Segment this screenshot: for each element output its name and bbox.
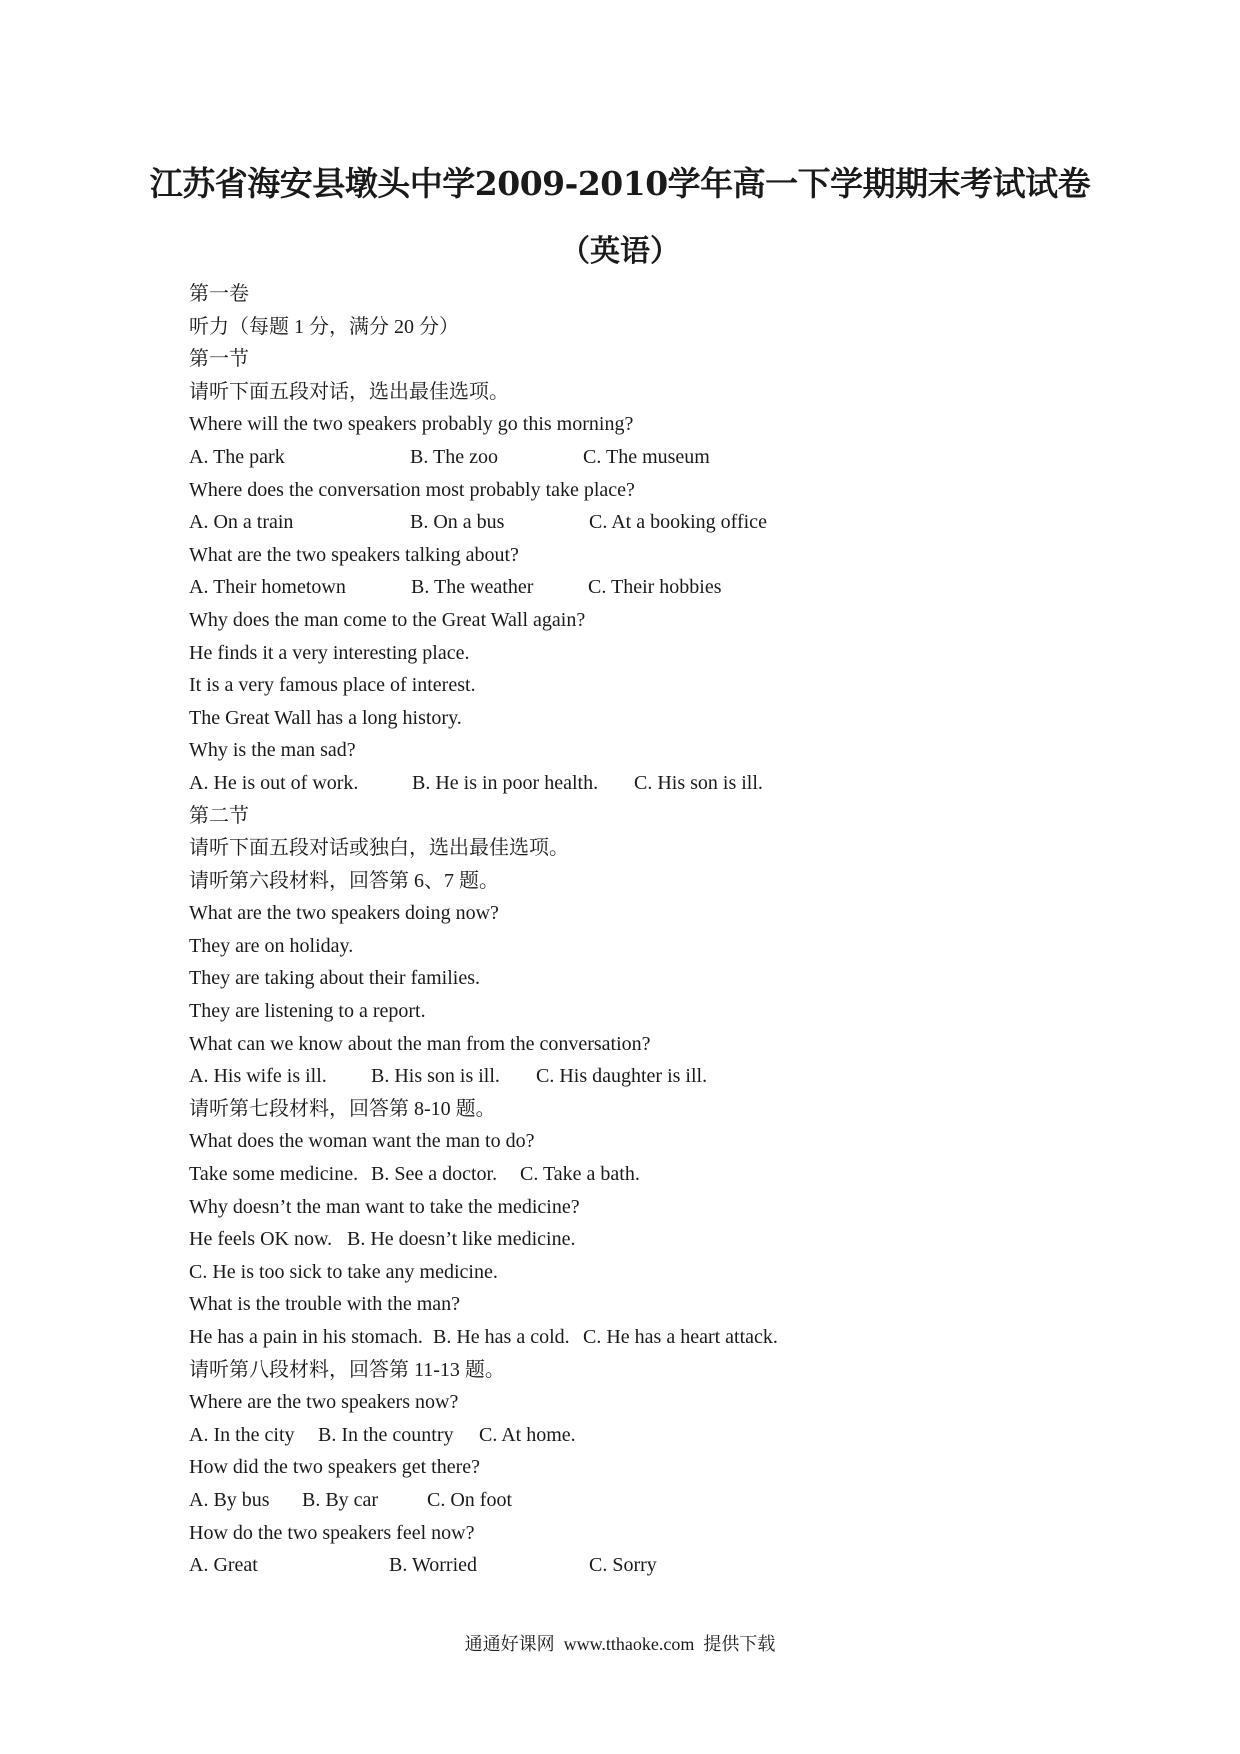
answer-options bbox=[189, 1060, 1149, 1093]
text-line: What are the two speakers doing now? bbox=[189, 902, 499, 925]
answer-option: B. He is in poor health. bbox=[412, 771, 599, 794]
answer-option: He has a pain in his stomach. bbox=[189, 1326, 423, 1348]
text-line: Where are the two speakers now? bbox=[189, 1391, 459, 1414]
text-line: What can we know about the man from the conversation? bbox=[189, 1032, 651, 1055]
text-line: How do the two speakers feel now? bbox=[189, 1521, 475, 1544]
answer-option: A. The park bbox=[189, 445, 285, 468]
text-line: Where will the two speakers probably go this morning? bbox=[189, 413, 634, 436]
answer-options bbox=[189, 767, 1149, 800]
answer-options bbox=[189, 1321, 1149, 1354]
text-line: They are listening to a report. bbox=[189, 1000, 426, 1023]
answer-option: A. He is out of work. bbox=[189, 771, 359, 794]
answer-option: A. Their hometown bbox=[189, 576, 346, 599]
answer-options bbox=[189, 1549, 1149, 1582]
page-subtitle: （英语） bbox=[560, 234, 680, 269]
text-line: 请听下面五段对话，选出最佳选项。 bbox=[189, 380, 509, 403]
answer-option: B. He doesn’t like medicine. bbox=[347, 1228, 576, 1251]
text-line: What are the two speakers talking about? bbox=[189, 543, 519, 566]
text-line: 请听第六段材料，回答第 6、7 题。 bbox=[189, 869, 499, 892]
answer-option: C. The museum bbox=[583, 445, 710, 468]
text-line: 请听第八段材料，回答第 11-13 题。 bbox=[189, 1358, 505, 1381]
text-line: It is a very famous place of interest. bbox=[189, 674, 476, 697]
answer-option: B. See a doctor. bbox=[371, 1163, 498, 1186]
answer-option: B. In the country bbox=[318, 1423, 454, 1446]
answer-option: C. At a booking office bbox=[589, 511, 767, 534]
answer-option: B. Worried bbox=[389, 1554, 478, 1577]
text-line: 听力（每题 1 分，满分 20 分） bbox=[189, 315, 459, 338]
text-line: 第一卷 bbox=[189, 283, 249, 305]
answer-options bbox=[189, 441, 1149, 474]
text-line: The Great Wall has a long history. bbox=[189, 706, 462, 729]
answer-option: A. His wife is ill. bbox=[189, 1065, 327, 1088]
answer-option: C. Take a bath. bbox=[520, 1163, 640, 1186]
answer-options bbox=[189, 1223, 1149, 1256]
answer-option: A. On a train bbox=[189, 511, 294, 534]
answer-options bbox=[189, 506, 1149, 539]
answer-option: B. He has a cold. bbox=[433, 1326, 570, 1348]
answer-option: B. The weather bbox=[411, 576, 534, 599]
text-line: Why doesn’t the man want to take the medicine? bbox=[189, 1195, 580, 1218]
text-line: C. He is too sick to take any medicine. bbox=[189, 1260, 498, 1283]
page-footer: 通通好课网 www.tthaoke.com 提供下载 bbox=[464, 1634, 776, 1654]
answer-option: B. His son is ill. bbox=[371, 1065, 500, 1088]
text-line: Why is the man sad? bbox=[189, 739, 356, 762]
text-line: They are taking about their families. bbox=[189, 967, 481, 990]
exam-content bbox=[189, 278, 1149, 1582]
answer-option: C. His son is ill. bbox=[634, 771, 763, 794]
text-line: What is the trouble with the man? bbox=[189, 1293, 461, 1316]
answer-options bbox=[189, 571, 1149, 604]
answer-option: B. On a bus bbox=[410, 511, 505, 534]
answer-option: C. On foot bbox=[427, 1488, 512, 1511]
answer-option: Take some medicine. bbox=[189, 1163, 359, 1186]
answer-option: A. In the city bbox=[189, 1423, 295, 1446]
text-line: He finds it a very interesting place. bbox=[189, 641, 470, 664]
answer-option: C. He has a heart attack. bbox=[583, 1326, 778, 1348]
text-line: Where does the conversation most probably take place? bbox=[189, 478, 635, 501]
answer-option: B. The zoo bbox=[410, 445, 498, 468]
text-line: What does the woman want the man to do? bbox=[189, 1130, 535, 1153]
answer-option: A. By bus bbox=[189, 1488, 270, 1511]
text-line: 请听第七段材料，回答第 8-10 题。 bbox=[189, 1097, 496, 1120]
answer-option: A. Great bbox=[189, 1554, 258, 1577]
answer-option: C. His daughter is ill. bbox=[536, 1065, 708, 1088]
answer-options bbox=[189, 1419, 1149, 1452]
answer-options bbox=[189, 1484, 1149, 1517]
answer-option: He feels OK now. bbox=[189, 1228, 333, 1251]
answer-options bbox=[189, 1158, 1149, 1191]
answer-option: C. Sorry bbox=[589, 1554, 657, 1577]
text-line: 第一节 bbox=[189, 348, 249, 371]
text-line: They are on holiday. bbox=[189, 934, 354, 957]
answer-option: B. By car bbox=[302, 1488, 379, 1511]
text-line: 请听下面五段对话或独白，选出最佳选项。 bbox=[189, 837, 569, 860]
text-line: How did the two speakers get there? bbox=[189, 1456, 481, 1479]
text-line: Why does the man come to the Great Wall again? bbox=[189, 608, 586, 631]
answer-option: C. Their hobbies bbox=[588, 576, 722, 599]
text-line: 第二节 bbox=[189, 804, 249, 827]
answer-option: C. At home. bbox=[479, 1423, 576, 1446]
page-title: 江苏省海安县墩头中学2009-2010学年高一下学期期末考试试卷 bbox=[149, 164, 1091, 203]
